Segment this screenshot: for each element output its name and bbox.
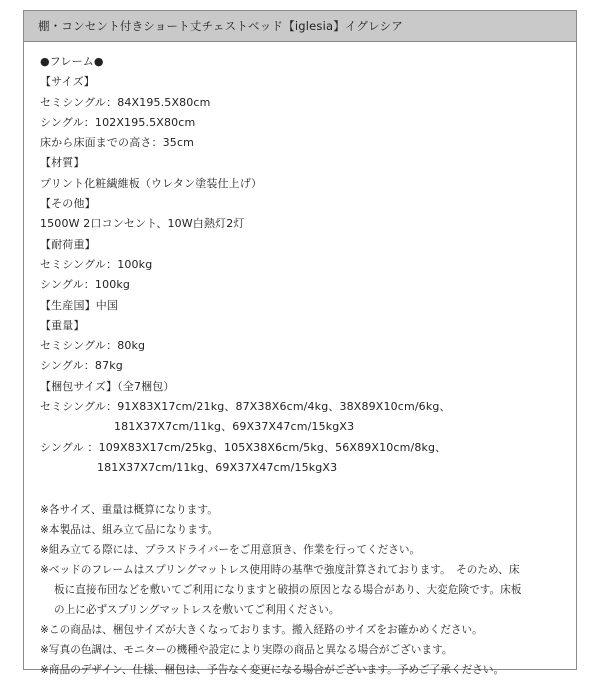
- spec-body: [24, 42, 576, 680]
- packaging-semi-line2: 181X37X7cm/11kg、69X37X47cm/15kgX3: [114, 420, 355, 434]
- spec-line: セミシングル：84X195.5X80cm: [40, 95, 211, 109]
- spec-line: 床から床面までの高さ：35cm: [40, 136, 195, 150]
- notes-list: [40, 500, 576, 680]
- spec-line: 1500W 2口コンセント、10W白熱灯2灯: [40, 217, 245, 231]
- note-line: ※この商品は、梱包サイズが大きくなっております。搬入経路のサイズをお確かめください。: [40, 624, 483, 637]
- section-heading: ●フレーム●: [40, 55, 104, 68]
- packaging-single-line2: 181X37X7cm/11kg、69X37X47cm/15kgX3: [97, 460, 338, 474]
- spacer: [40, 478, 576, 498]
- note-line: ※写真の色調は、モニターの機種や設定により実際の商品と異なる場合がございます。: [40, 644, 453, 657]
- spec-sheet: [23, 10, 577, 677]
- product-title: 棚・コンセント付きショート丈チェストベッド【iglesia】イグレシア: [38, 19, 403, 33]
- spec-line: シングル：102X195.5X80cm: [40, 115, 196, 129]
- spec-line: シングル：87kg: [40, 359, 123, 373]
- note-line: ※組み立てる際には、プラスドライバーをご用意頂き、作業を行ってください。: [40, 544, 421, 557]
- spec-line: 【梱包サイズ】（全7梱包）: [40, 379, 175, 393]
- note-line-continued: の上に必ずスプリングマットレスを敷いてご利用ください。: [54, 604, 340, 617]
- spec-line: 【サイズ】: [40, 75, 95, 89]
- note-line: ※本製品は、組み立て品になります。: [40, 524, 219, 537]
- note-line: ※商品のデザイン、仕様、梱包は、予告なく変更になる場合がございます。予めご了承ください。: [40, 664, 505, 677]
- packaging-semi-line1: セミシングル：91X83X17cm/21kg、87X38X6cm/4kg、38X89X10cm/6kg、: [40, 400, 451, 414]
- spec-line: 【重量】: [40, 318, 85, 332]
- spec-line: 【生産国】中国: [40, 298, 119, 312]
- spec-line: プリント化粧繊維板（ウレタン塗装仕上げ）: [40, 176, 263, 190]
- packaging-single-line1: シングル ：109X83X17cm/25kg、105X38X6cm/5kg、56X89X10cm/8kg、: [40, 440, 447, 454]
- note-line: ※各サイズ、重量は概算になります。: [40, 504, 218, 517]
- note-line-continued: 板に直接布団などを敷いてご利用になりますと破損の原因となる場合があり、大変危険です。床板: [54, 584, 522, 597]
- note-line: ※ベッドのフレームはスプリングマットレス使用時の基準で強度計算されております。 そのため、床: [40, 564, 520, 577]
- spec-line: 【その他】: [40, 197, 96, 211]
- spec-line: セミシングル：80kg: [40, 339, 146, 353]
- spec-line: シングル：100kg: [40, 278, 131, 292]
- header-bar: [24, 11, 576, 42]
- spec-line: 【材質】: [40, 156, 85, 170]
- spec-line: 【耐荷重】: [40, 237, 96, 251]
- spec-line: セミシングル：100kg: [40, 257, 153, 271]
